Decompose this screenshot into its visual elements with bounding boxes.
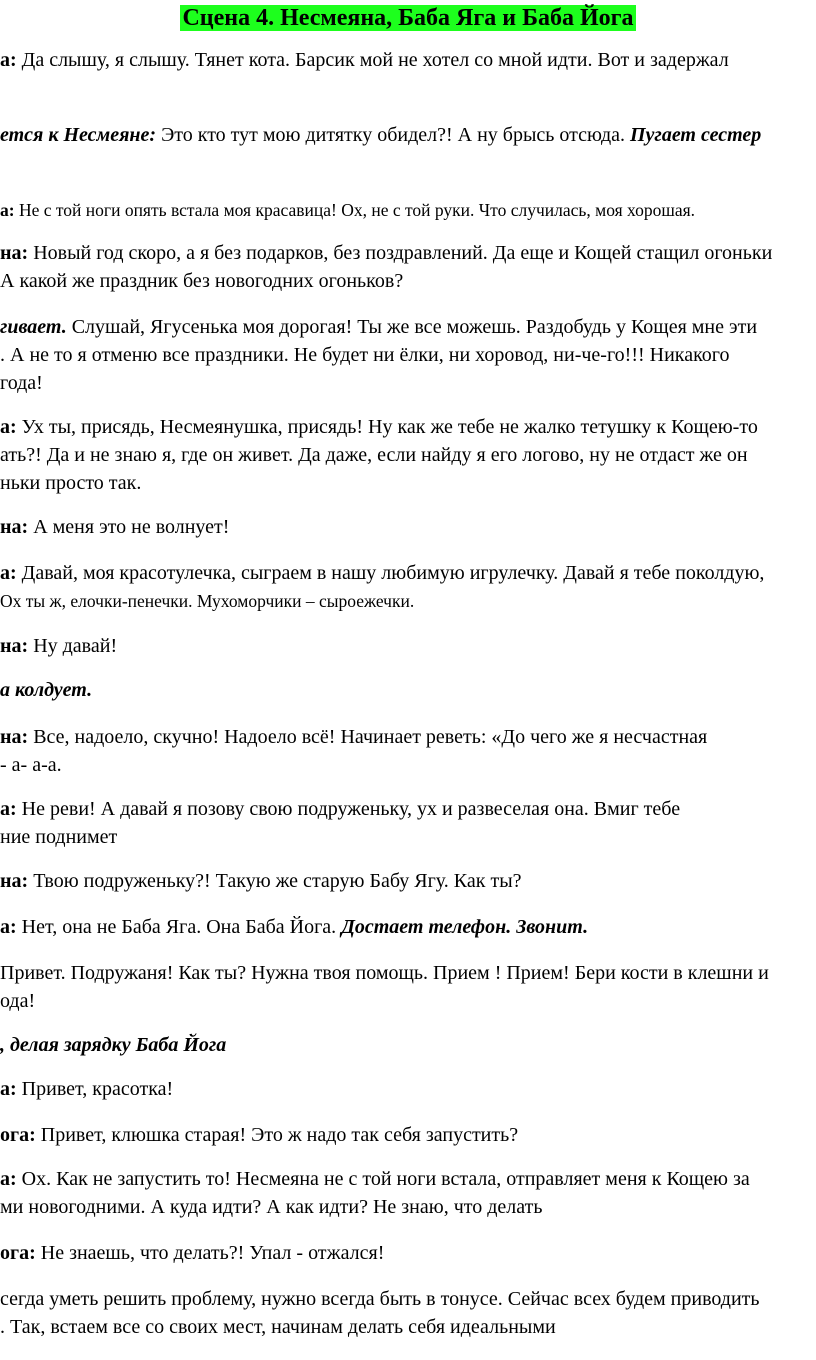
text-line <box>0 1075 816 1103</box>
line-text: ньки просто так. <box>0 472 142 494</box>
line-text: Все, надоело, скучно! Надоело всё! Начинает реветь: «До чего же я несчастная <box>28 726 708 748</box>
stage-direction: гивает. <box>0 316 67 338</box>
line-text: А какой же праздник без новогодних огоньков? <box>0 270 404 292</box>
paragraph <box>0 959 816 1015</box>
speaker-label: на: <box>0 870 29 892</box>
line-text: . А не то я отменю все праздники. Не будет ни ёлки, ни хоровод, ни-че-го!!! Никакого <box>0 344 730 366</box>
text-line <box>0 239 816 267</box>
line-text: Новый год скоро, а я без подарков, без поздравлений. Да еще и Кощей стащил огоньки <box>28 242 773 264</box>
speaker-label: ога: <box>0 1124 36 1146</box>
line-text: сегда уметь решить проблему, нужно всегда быть в тонусе. Сейчас всех будем приводить <box>0 1288 760 1310</box>
speaker-label: а: <box>0 916 17 938</box>
speaker-label: на: <box>0 516 29 538</box>
speaker-label: а: <box>0 200 15 220</box>
stage-direction: Пугает сестер <box>630 124 762 146</box>
line-text: Слушай, Ягусенька моя дорогая! Ты же все можешь. Раздобудь у Кощея мне эти <box>66 316 758 338</box>
paragraph <box>0 1165 816 1221</box>
text-line <box>0 632 816 660</box>
text-line <box>0 46 816 74</box>
speaker-label: а: <box>0 416 17 438</box>
speaker-label: ога: <box>0 1242 36 1264</box>
paragraph <box>0 723 816 779</box>
text-line <box>0 441 816 469</box>
paragraph <box>0 196 816 224</box>
text-line <box>0 196 816 224</box>
paragraph <box>0 795 816 851</box>
text-line <box>0 751 816 779</box>
text-line <box>0 469 816 497</box>
paragraph <box>0 1285 816 1341</box>
paragraph <box>0 121 816 149</box>
speaker-label: а: <box>0 49 17 71</box>
text-line <box>0 723 816 751</box>
line-text: Привет. Подружаня! Как ты? Нужна твоя помощь. Прием ! Прием! Бери кости в клешни и <box>0 962 769 984</box>
scene-title <box>0 4 816 32</box>
paragraph <box>0 46 816 74</box>
line-text: Не знаешь, что делать?! Упал - отжался! <box>35 1242 385 1264</box>
line-text: года! <box>0 372 43 394</box>
stage-direction: Достает телефон. Звонит. <box>341 916 589 938</box>
paragraph <box>0 913 816 941</box>
paragraph <box>0 1239 816 1267</box>
line-text: ми новогодними. А куда идти? А как идти? Не знаю, что делать <box>0 1196 543 1218</box>
text-line <box>0 987 816 1015</box>
speaker-label: а: <box>0 798 17 820</box>
stage-direction: а колдует. <box>0 679 93 701</box>
text-line <box>0 1313 816 1341</box>
line-text: Не реви! А давай я позову свою подруженьку, ух и развеселая она. Вмиг тебе <box>16 798 681 820</box>
line-text: . Так, встаем все со своих мест, начинам делать себя идеальными <box>0 1316 556 1338</box>
text-line <box>0 313 816 341</box>
line-text: ние поднимет <box>0 826 118 848</box>
text-line <box>0 1285 816 1313</box>
paragraph <box>0 313 816 397</box>
text-line <box>0 121 816 149</box>
speaker-label: а: <box>0 1168 17 1190</box>
line-text: А меня это не волнует! <box>28 516 230 538</box>
line-text: Привет, клюшка старая! Это ж надо так себя запустить? <box>35 1124 519 1146</box>
speaker-label: на: <box>0 635 29 657</box>
paragraph <box>0 867 816 895</box>
paragraph <box>0 239 816 295</box>
line-text: Ух ты, присядь, Несмеянушка, присядь! Ну как же тебе не жалко тетушку к Кощею-то <box>16 416 758 438</box>
text-line <box>0 1165 816 1193</box>
text-line <box>0 867 816 895</box>
text-line <box>0 959 816 987</box>
text-line <box>0 513 816 541</box>
text-line <box>0 1239 816 1267</box>
paragraph <box>0 513 816 541</box>
text-line <box>0 1031 816 1059</box>
paragraph <box>0 413 816 497</box>
text-line <box>0 1121 816 1149</box>
paragraph <box>0 559 816 615</box>
text-line <box>0 1193 816 1221</box>
stage-direction: , делая зарядку Баба Йога <box>0 1034 227 1056</box>
paragraph <box>0 676 816 704</box>
speaker-label: на: <box>0 726 29 748</box>
line-text: Нет, она не Баба Яга. Она Баба Йога. <box>16 916 342 938</box>
text-line <box>0 267 816 295</box>
text-line <box>0 913 816 941</box>
paragraph <box>0 1031 816 1059</box>
text-line <box>0 795 816 823</box>
line-text: Это кто тут мою дитятку обидел?! А ну брысь отсюда. <box>156 124 630 146</box>
speaker-label: а: <box>0 1078 17 1100</box>
line-text: Не с той ноги опять встала моя красавица! Ох, не с той руки. Что случилась, моя хорошая. <box>14 200 696 220</box>
line-text: Ох. Как не запустить то! Несмеяна не с той ноги встала, отправляет меня к Кощею за <box>16 1168 750 1190</box>
text-line <box>0 413 816 441</box>
scene-title-text: Сцена 4. Несмеяна, Баба Яга и Баба Йога <box>182 5 634 31</box>
text-line <box>0 587 816 615</box>
text-line <box>0 823 816 851</box>
line-text: Ох ты ж, елочки-пенечки. Мухоморчики – сыроежечки. <box>0 591 415 611</box>
line-text: Да слышу, я слышу. Тянет кота. Барсик мой не хотел со мной идти. Вот и задержал <box>16 49 729 71</box>
text-line <box>0 369 816 397</box>
speaker-label: на: <box>0 242 29 264</box>
line-text: ать?! Да и не знаю я, где он живет. Да даже, если найду я его логово, ну не отдаст же он <box>0 444 748 466</box>
text-line <box>0 676 816 704</box>
paragraph <box>0 632 816 660</box>
line-text: Твою подруженьку?! Такую же старую Бабу Ягу. Как ты? <box>28 870 522 892</box>
stage-direction: ется к Несмеяне: <box>0 124 157 146</box>
speaker-label: а: <box>0 562 17 584</box>
text-line <box>0 341 816 369</box>
line-text: ода! <box>0 990 36 1012</box>
text-line <box>0 559 816 587</box>
line-text: Давай, моя красотулечка, сыграем в нашу любимую игрулечку. Давай я тебе поколдую, <box>16 562 765 584</box>
line-text: - а- а-а. <box>0 754 62 776</box>
paragraph <box>0 1121 816 1149</box>
line-text: Привет, красотка! <box>16 1078 174 1100</box>
line-text: Ну давай! <box>28 635 118 657</box>
paragraph <box>0 1075 816 1103</box>
